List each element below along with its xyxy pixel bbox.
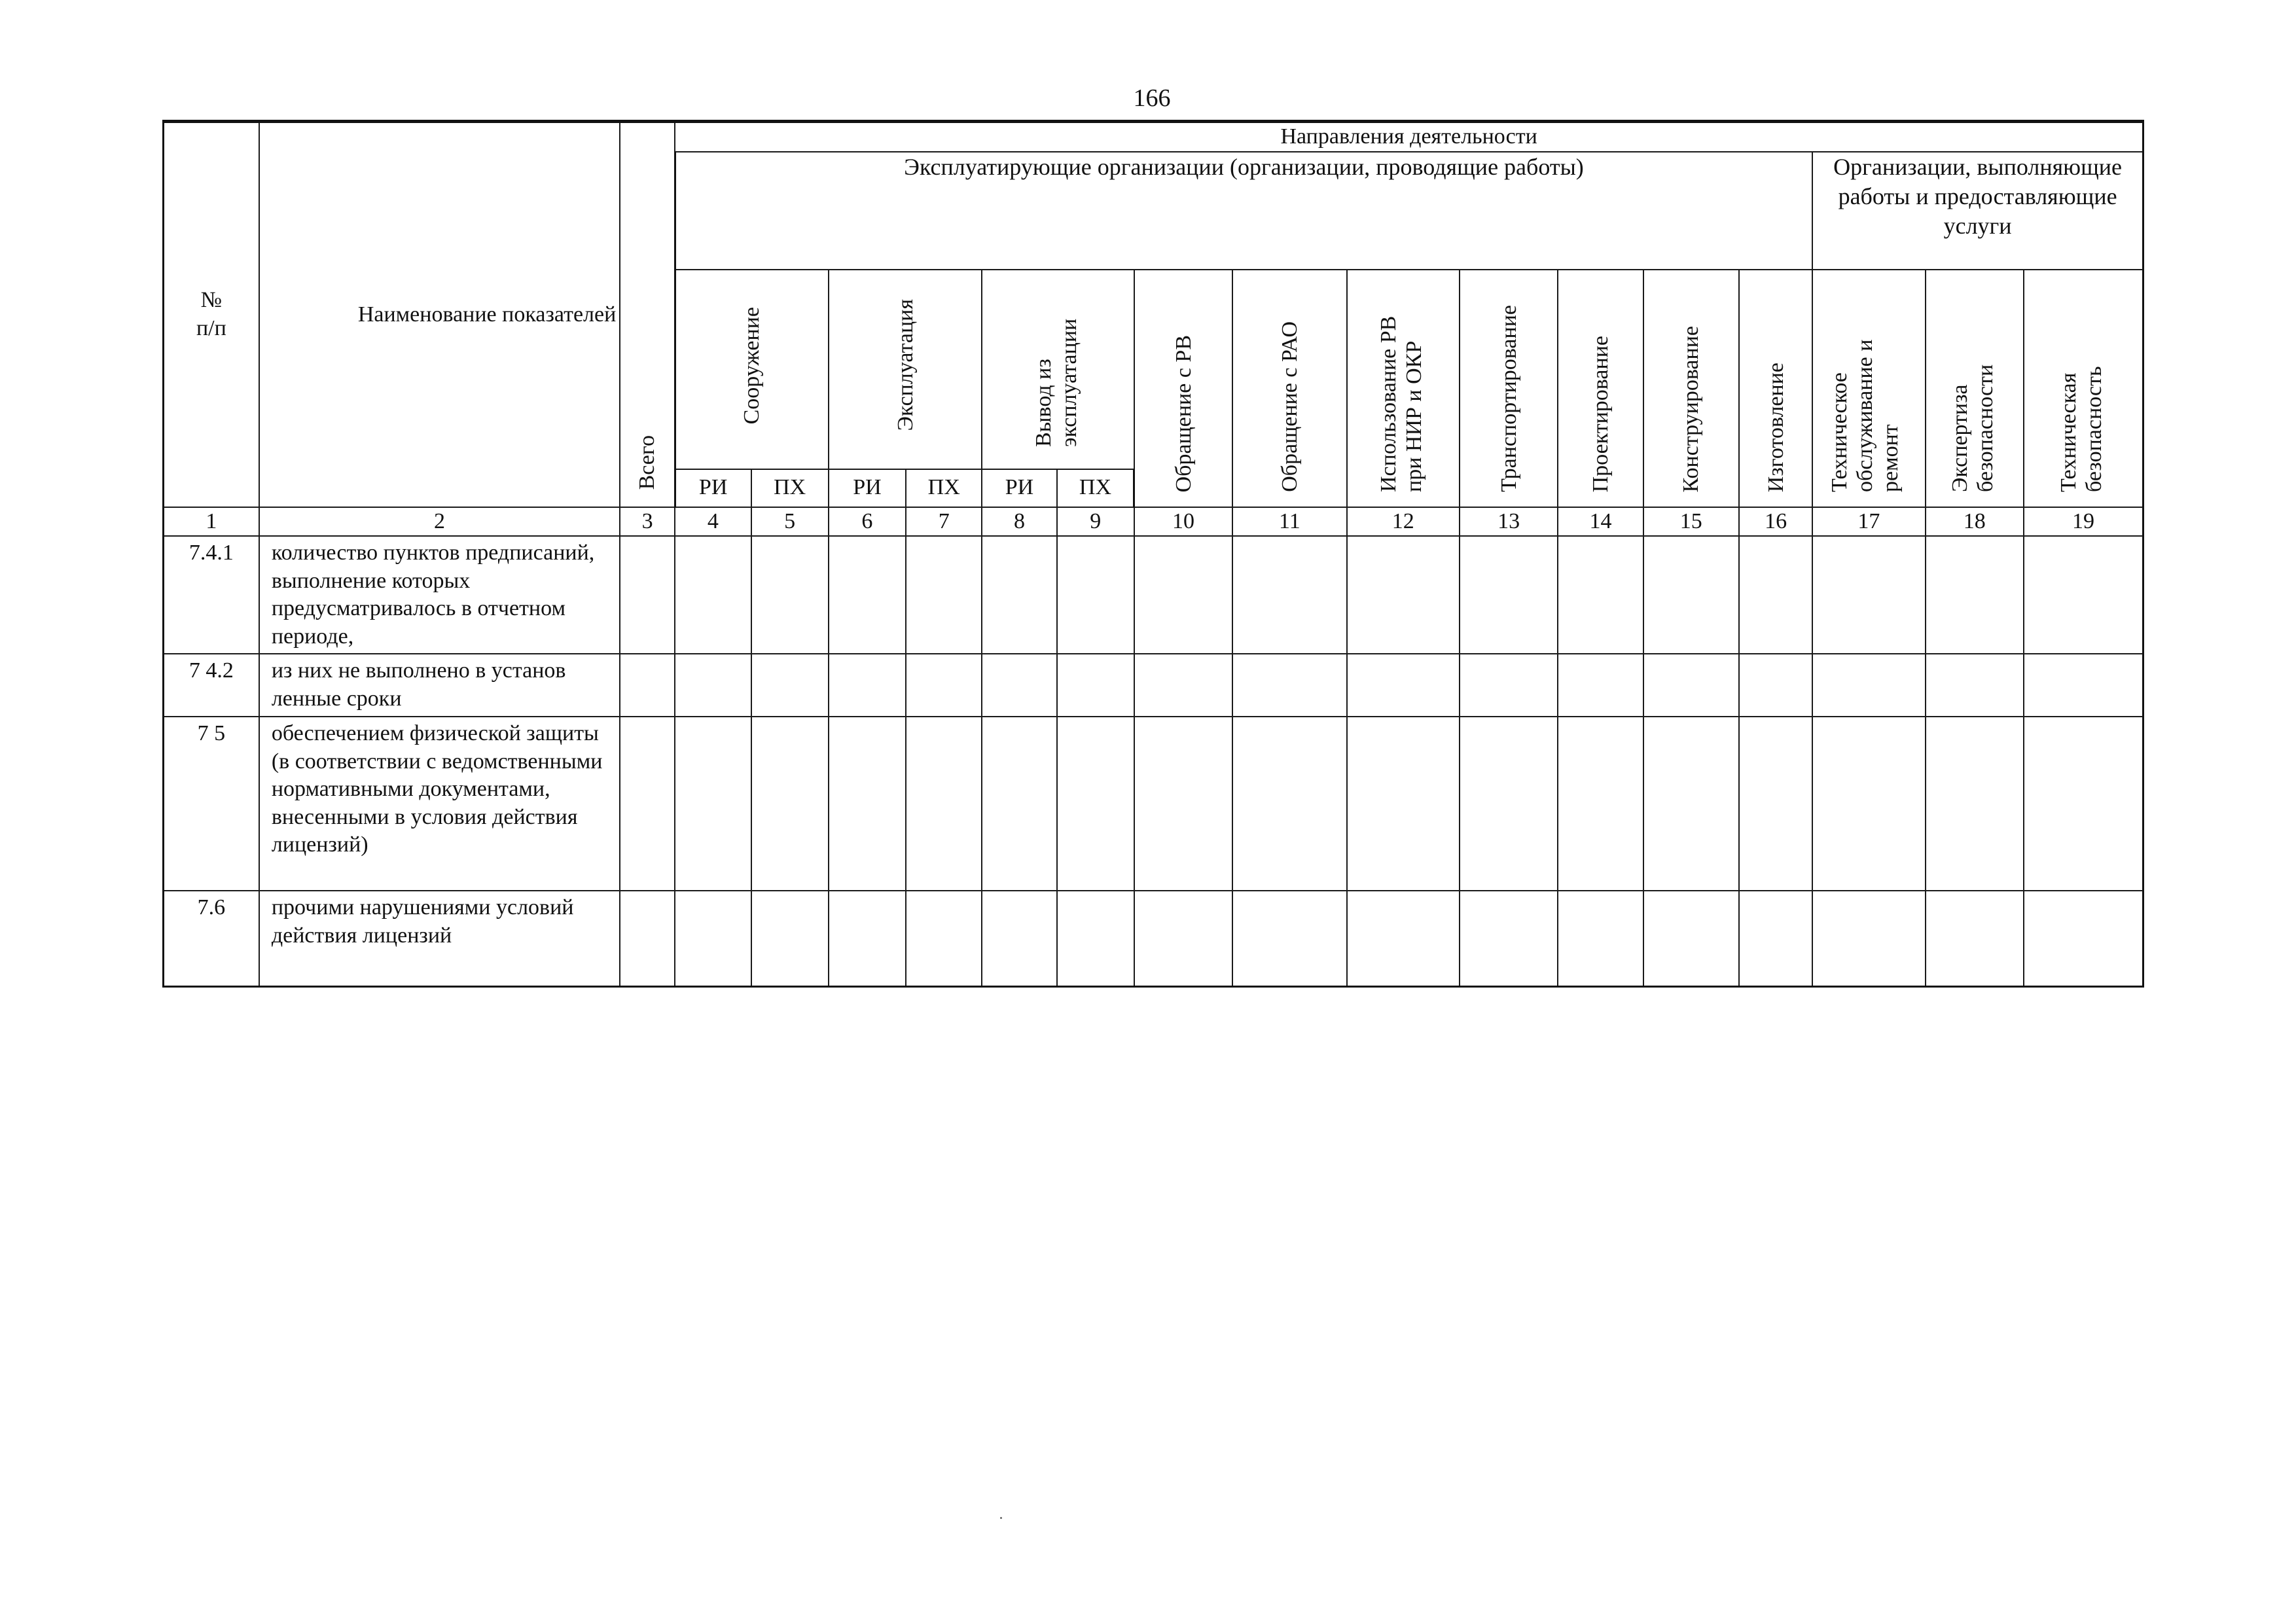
data-cell xyxy=(1812,717,1925,891)
data-cell xyxy=(1643,717,1739,891)
data-cell xyxy=(1057,536,1134,654)
header-col-design xyxy=(1558,270,1643,507)
data-cell xyxy=(1926,654,2024,717)
header-col-operation xyxy=(829,270,982,469)
header-col-engineering xyxy=(1643,270,1739,507)
col-num: 11 xyxy=(1232,507,1346,537)
row-name: прочими нарушениями условий действия лицензий xyxy=(259,891,620,986)
header-col-construction xyxy=(675,270,829,469)
data-cell xyxy=(1232,654,1346,717)
header-col-manufacture xyxy=(1739,270,1812,507)
data-cell xyxy=(675,654,751,717)
header-operating-orgs xyxy=(675,152,1812,270)
col-rv-label: Обращение с РВ xyxy=(1171,334,1196,492)
col-num: 10 xyxy=(1134,507,1232,537)
table-row xyxy=(164,654,2144,717)
data-cell xyxy=(906,536,982,654)
data-cell xyxy=(829,654,906,717)
col-num: 3 xyxy=(620,507,675,537)
data-cell xyxy=(751,891,829,986)
sub-ri-operation: РИ xyxy=(829,469,906,507)
col-num: 19 xyxy=(2024,507,2144,537)
row-name: количество пунктов предписаний, выполнение которых предусматривалось в отчетном периоде, xyxy=(259,536,620,654)
data-cell xyxy=(982,654,1056,717)
header-col-tech-safety xyxy=(2024,270,2144,507)
data-cell xyxy=(1347,717,1460,891)
row-name: обеспечением физической защиты (в соответствии с ведомственными нормативными документами, внесенными в условия действия лицензий) xyxy=(259,717,620,891)
data-cell xyxy=(1232,536,1346,654)
data-cell xyxy=(1460,891,1558,986)
data-cell xyxy=(1134,536,1232,654)
col-design-label: Проектирование xyxy=(1588,335,1613,492)
data-cell xyxy=(751,536,829,654)
data-cell xyxy=(1460,654,1558,717)
data-cell xyxy=(751,717,829,891)
data-cell xyxy=(982,891,1056,986)
data-cell xyxy=(2024,536,2144,654)
data-cell xyxy=(1926,891,2024,986)
col-expertise-label: Экспертиза безопасности xyxy=(1947,364,1998,492)
col-nir-label: Использование РВ при НИР и ОКР xyxy=(1376,315,1426,492)
data-cell xyxy=(675,717,751,891)
row-number: 7 5 xyxy=(164,717,259,891)
data-cell xyxy=(1558,891,1643,986)
table-row xyxy=(164,717,2144,891)
row-number: 7.4.1 xyxy=(164,536,259,654)
header-operating-label: Эксплуатирующие организации (организации, проводящие работы) xyxy=(904,153,1584,180)
header-col-transport xyxy=(1460,270,1558,507)
col-num: 2 xyxy=(259,507,620,537)
header-directions-label: Направления деятельности xyxy=(1280,124,1537,149)
row-name: из них не выполнено в установ ленные сроки xyxy=(259,654,620,717)
header-name xyxy=(259,122,620,507)
sub-ri-decommission: РИ xyxy=(982,469,1056,507)
col-num: 9 xyxy=(1057,507,1134,537)
header-service-orgs xyxy=(1812,152,2143,270)
data-cell xyxy=(829,891,906,986)
header-col-maintenance xyxy=(1812,270,1925,507)
data-cell xyxy=(1558,654,1643,717)
header-np xyxy=(164,122,259,507)
header-col-decommission xyxy=(982,270,1134,469)
data-cell xyxy=(1558,536,1643,654)
data-cell xyxy=(1057,717,1134,891)
header-services-label: Организации, выполняющие работы и предоставляющие услуги xyxy=(1833,153,2123,239)
col-operation-label: Эксплуатация xyxy=(893,299,918,432)
col-manufacture-label: Изготовление xyxy=(1763,362,1788,492)
sub-px-decommission: ПХ xyxy=(1057,469,1134,507)
column-number-row xyxy=(164,507,2144,537)
header-col-expertise xyxy=(1926,270,2024,507)
data-cell xyxy=(620,536,675,654)
data-cell xyxy=(1643,536,1739,654)
header-col-nir xyxy=(1347,270,1460,507)
data-cell xyxy=(1558,717,1643,891)
data-cell xyxy=(906,891,982,986)
data-cell xyxy=(1134,891,1232,986)
page-number: 166 xyxy=(1133,84,1171,112)
sub-px-operation: ПХ xyxy=(906,469,982,507)
data-cell xyxy=(1232,717,1346,891)
report-table xyxy=(162,120,2144,988)
data-cell xyxy=(1347,654,1460,717)
data-cell xyxy=(1812,536,1925,654)
data-cell xyxy=(1926,536,2024,654)
data-cell xyxy=(1460,536,1558,654)
table-row xyxy=(164,891,2144,986)
col-num: 1 xyxy=(164,507,259,537)
col-num: 7 xyxy=(906,507,982,537)
col-transport-label: Транспортирование xyxy=(1496,305,1521,492)
data-cell xyxy=(1460,717,1558,891)
col-num: 14 xyxy=(1558,507,1643,537)
data-cell xyxy=(1739,536,1812,654)
col-engineering-label: Конструирование xyxy=(1679,325,1704,492)
data-cell xyxy=(751,654,829,717)
col-num: 5 xyxy=(751,507,829,537)
col-construction-label: Сооружение xyxy=(740,306,764,424)
sub-px-construction: ПХ xyxy=(751,469,829,507)
col-num: 17 xyxy=(1812,507,1925,537)
data-cell xyxy=(1057,654,1134,717)
data-cell xyxy=(1739,717,1812,891)
data-cell xyxy=(675,536,751,654)
row-number: 7.6 xyxy=(164,891,259,986)
header-name-label: Наименование показателей xyxy=(357,302,617,327)
col-num: 13 xyxy=(1460,507,1558,537)
data-cell xyxy=(982,717,1056,891)
data-cell xyxy=(2024,717,2144,891)
sub-ri-construction: РИ xyxy=(675,469,751,507)
col-rao-label: Обращение с РАО xyxy=(1277,321,1302,492)
data-cell xyxy=(1134,717,1232,891)
col-decommission-label: Вывод из эксплуатации xyxy=(1031,319,1081,448)
data-cell xyxy=(906,717,982,891)
data-cell xyxy=(620,717,675,891)
data-cell xyxy=(1643,654,1739,717)
data-cell xyxy=(620,891,675,986)
col-num: 8 xyxy=(982,507,1056,537)
col-num: 18 xyxy=(1926,507,2024,537)
header-total-label: Всего xyxy=(635,435,660,490)
row-number: 7 4.2 xyxy=(164,654,259,717)
col-num: 4 xyxy=(675,507,751,537)
data-cell xyxy=(1739,654,1812,717)
data-cell xyxy=(1347,536,1460,654)
data-cell xyxy=(1812,891,1925,986)
data-cell xyxy=(1739,891,1812,986)
data-cell xyxy=(1134,654,1232,717)
data-cell xyxy=(620,654,675,717)
col-tech-safety-label: Техническая безопасность xyxy=(2056,366,2107,492)
col-num: 12 xyxy=(1347,507,1460,537)
table-row xyxy=(164,536,2144,654)
col-num: 16 xyxy=(1739,507,1812,537)
data-cell xyxy=(1232,891,1346,986)
data-cell xyxy=(829,536,906,654)
data-cell xyxy=(906,654,982,717)
header-directions xyxy=(675,122,2143,152)
header-col-rv xyxy=(1134,270,1232,507)
header-col-rao xyxy=(1232,270,1346,507)
header-np-label: № п/п xyxy=(196,288,226,340)
data-cell xyxy=(675,891,751,986)
data-cell xyxy=(1643,891,1739,986)
data-cell xyxy=(829,717,906,891)
data-cell xyxy=(1347,891,1460,986)
col-num: 15 xyxy=(1643,507,1739,537)
data-cell xyxy=(2024,891,2144,986)
data-cell xyxy=(982,536,1056,654)
col-maintenance-label: Техническое обслуживание и ремонт xyxy=(1827,339,1903,492)
col-num: 6 xyxy=(829,507,906,537)
header-total xyxy=(620,122,675,507)
data-cell xyxy=(1926,717,2024,891)
scan-speck xyxy=(1000,1517,1002,1519)
data-cell xyxy=(1812,654,1925,717)
data-cell xyxy=(2024,654,2144,717)
data-cell xyxy=(1057,891,1134,986)
